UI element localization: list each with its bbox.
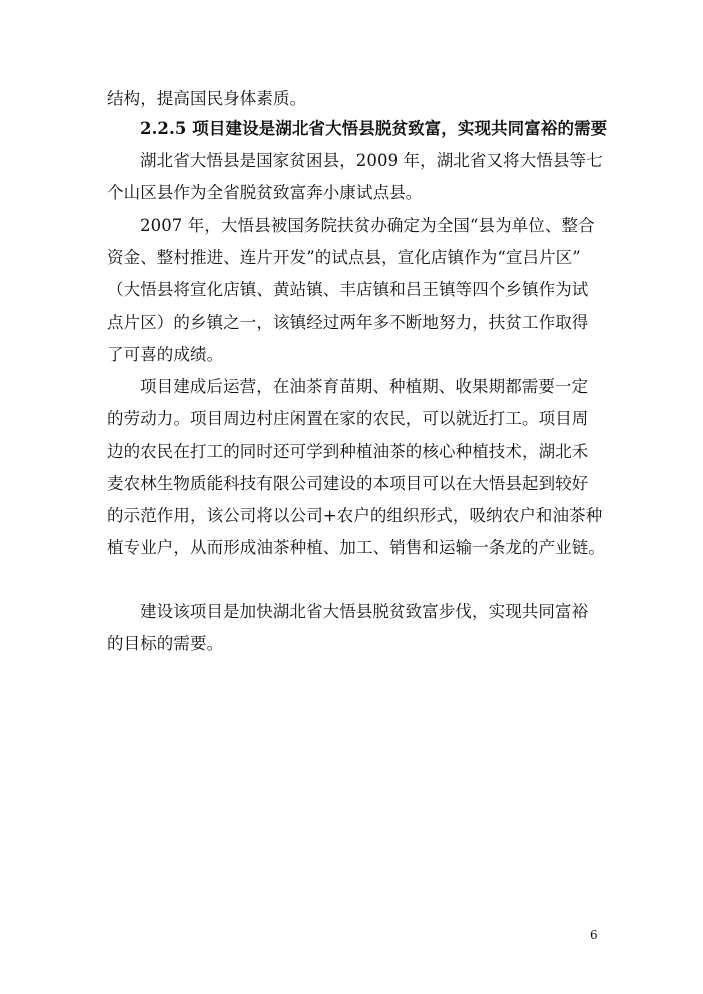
paragraph-line: 湖北省大悟县是国家贫困县，2009 年，湖北省又将大悟县等七 <box>140 151 603 170</box>
paragraph-line: 项目建成后运营，在油茶育苗期、种植期、收果期都需要一定 <box>140 377 589 396</box>
paragraph-line: 了可喜的成绩。 <box>107 345 224 364</box>
paragraph-line: 资金、整村推进、连片开发”的试点县，宣化店镇作为“宣吕片区” <box>107 248 581 267</box>
section-heading: 2.2.5 项目建设是湖北省大悟县脱贫致富，实现共同富裕的需要 <box>140 119 608 138</box>
paragraph-line: 点片区）的乡镇之一，该镇经过两年多不断地努力，扶贫工作取得 <box>107 313 589 332</box>
paragraph-line: 边的农民在打工的同时还可学到种植油茶的核心种植技术，湖北禾 <box>107 442 589 461</box>
paragraph-line: 的目标的需要。 <box>107 634 224 653</box>
paragraph-line: 麦农林生物质能科技有限公司建设的本项目可以在大悟县起到较好 <box>107 474 589 493</box>
paragraph-line: 建设该项目是加快湖北省大悟县脱贫致富步伐，实现共同富裕 <box>140 602 589 621</box>
paragraph-line: 的示范作用，该公司将以公司+农户的组织形式，吸纳农户和油茶种 <box>107 506 603 525</box>
paragraph-line: （大悟县将宣化店镇、黄站镇、丰店镇和吕王镇等四个乡镇作为试 <box>107 280 589 299</box>
paragraph-line: 植专业户，从而形成油茶种植、加工、销售和运输一条龙的产业链。 <box>107 538 605 557</box>
paragraph-line: 个山区县作为全省脱贫致富奔小康试点县。 <box>107 183 423 202</box>
paragraph-line: 2007 年，大悟县被国务院扶贫办确定为全国“县为单位、整合 <box>140 216 595 235</box>
paragraph-line: 结构，提高国民身体素质。 <box>107 89 307 108</box>
paragraph-line: 的劳动力。项目周边村庄闲置在家的农民，可以就近打工。项目周 <box>107 409 589 428</box>
page-number: 6 <box>590 928 598 942</box>
